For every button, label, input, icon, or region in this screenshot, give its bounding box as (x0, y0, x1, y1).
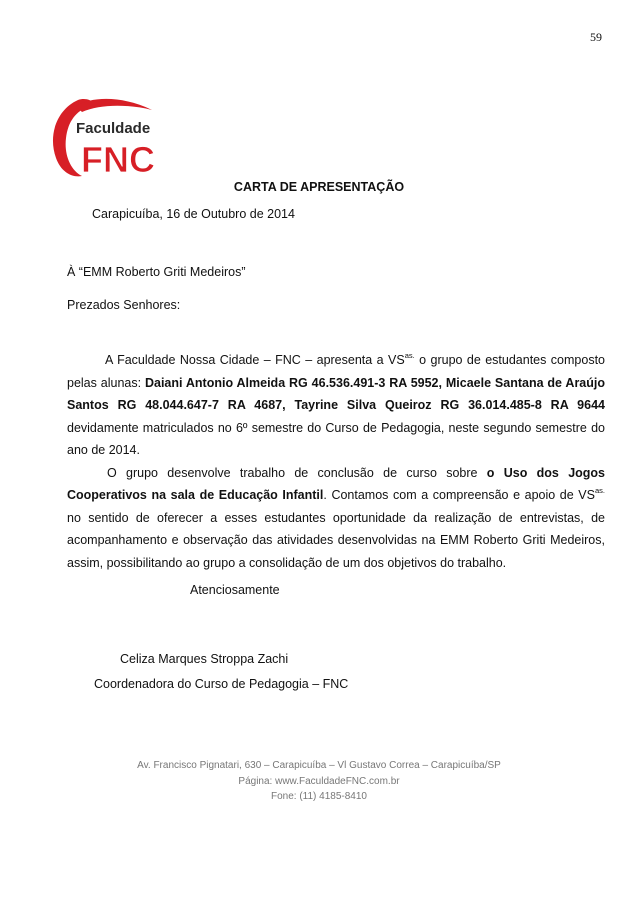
letter-title: CARTA DE APRESENTAÇÃO (233, 180, 405, 194)
body-paragraph-2: O grupo desenvolve trabalho de conclusão de curso sobre o Uso dos Jogos Cooperativos na sala de Educação Infantil. Contamos com a compreensão e apoio de $VS^{as.}$ no sentido de oferecer a esses estudantes oportunidade da realização de entrevistas, de acompanhamento e observação das atividades desenvolvidas na EMM Roberto Griti Medeiros, assim, possibilitando ao grupo a consolidação de um dos objetivos do trabalho. (67, 465, 605, 570)
body-paragraph-1: A Faculdade Nossa Cidade – FNC – apresenta a $VS^{as.}$ o grupo de estudantes composto pelas alunas: Daiani Antonio Almeida RG 46.536.491-3 RA 5952, Micaele Santana de Araújo Santos RG 48.044.647-7 RA 4687, Tayrine Silva Queiroz RG 36.014.485-8 RA 9644 devidamente matriculados no 6º semestre do Curso de Pedagogia, neste segundo semestre do ano de 2014. (67, 351, 606, 457)
footer-site: Página: www.FaculdadeFNC.com.br (238, 776, 400, 787)
letter-body (67, 349, 605, 574)
page-number: 59 (590, 30, 602, 44)
footer-phone: Fone: (11) 4185-8410 (271, 791, 367, 802)
signer-name: Celiza Marques Stroppa Zachi (120, 652, 289, 666)
footer-address: Av. Francisco Pignatari, 630 – Carapicuíba – Vl Gustavo Correa – Carapicuíba/SP (137, 760, 501, 771)
place-date: Carapicuíba, 16 de Outubro de 2014 (92, 207, 295, 221)
faculdade-fnc-logo (48, 96, 160, 180)
closing: Atenciosamente (190, 583, 280, 597)
signer-role: Coordenadora do Curso de Pedagogia – FNC (94, 677, 349, 691)
greeting: Prezados Senhores: (67, 298, 181, 312)
recipient: À “EMM Roberto Griti Medeiros” (67, 265, 246, 279)
logo-text-bottom: FNC (81, 139, 155, 180)
logo-text-top: Faculdade (76, 120, 151, 137)
